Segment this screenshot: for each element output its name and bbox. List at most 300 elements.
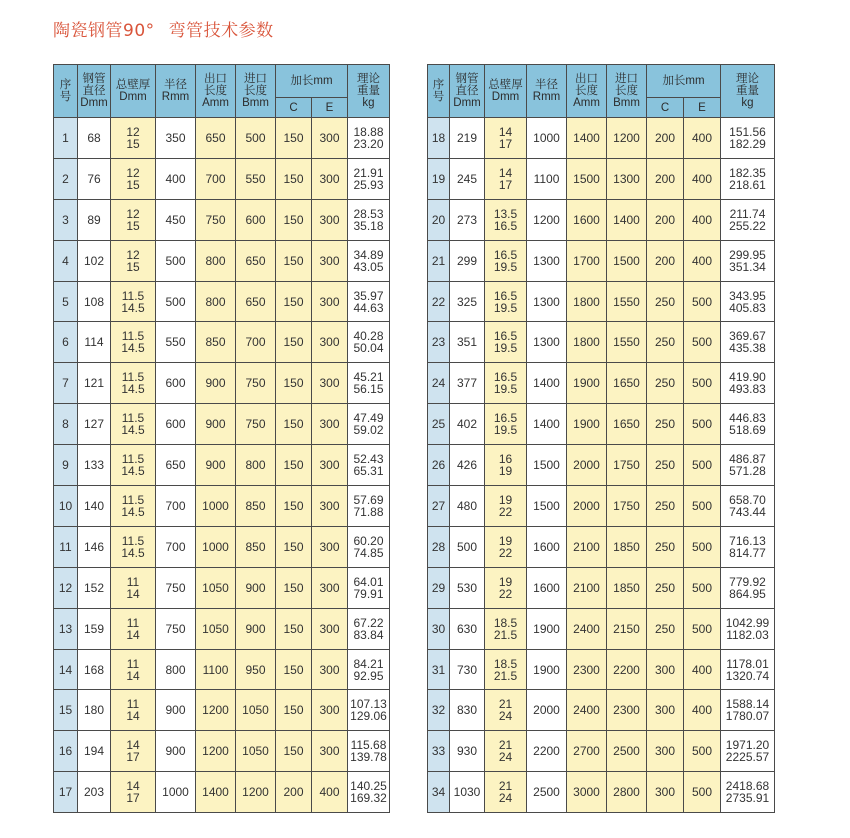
- header-wall-thickness: [485, 65, 527, 118]
- cell-diameter: 152: [78, 567, 111, 608]
- cell-weight: [721, 240, 775, 281]
- cell-outlet-length: 650: [196, 118, 236, 159]
- cell-outlet-length: 1200: [196, 731, 236, 772]
- cell-inlet-length: 1300: [607, 158, 647, 199]
- weight-value: 182.29: [729, 136, 766, 151]
- cell-radius: 2500: [527, 772, 567, 813]
- header-no-line: 号: [59, 91, 72, 103]
- header-ext-c: C: [276, 98, 312, 118]
- cell-ext-e: 400: [312, 772, 348, 813]
- cell-inlet-length: 1850: [607, 526, 647, 567]
- weight-value: 211.74: [729, 206, 766, 221]
- wall-value: 18.5: [493, 615, 518, 630]
- weight-value: 571.28: [729, 464, 766, 479]
- table-row: [54, 158, 390, 199]
- cell-ext-e: 300: [312, 731, 348, 772]
- cell-ext-e: 300: [312, 608, 348, 649]
- cell-ext-c: 150: [276, 690, 312, 731]
- cell-ext-c: 200: [276, 772, 312, 813]
- header-no: [54, 65, 78, 118]
- cell-radius: 550: [156, 322, 196, 363]
- wall-value: 16.5: [493, 247, 518, 262]
- header-ext-c: C: [647, 98, 684, 118]
- cell-weight: [348, 445, 390, 486]
- cell-weight: [348, 567, 390, 608]
- weight-value: 74.85: [353, 545, 384, 560]
- cell-no: 17: [54, 772, 78, 813]
- cell-diameter: 133: [78, 445, 111, 486]
- cell-no: 20: [428, 199, 450, 240]
- header-no: [428, 65, 450, 118]
- cell-weight: [721, 404, 775, 445]
- header-inlet-length-line: Bmm: [613, 97, 640, 109]
- header-wall-thickness-line: Dmm: [119, 91, 147, 103]
- cell-ext-c: 150: [276, 363, 312, 404]
- wall-value: 11.5: [121, 533, 145, 548]
- cell-inlet-length: 900: [236, 567, 276, 608]
- header-inlet-length-line: Bmm: [242, 97, 269, 109]
- wall-value: 17: [498, 136, 513, 151]
- cell-ext-c: 300: [647, 690, 684, 731]
- cell-radius: 1300: [527, 281, 567, 322]
- weight-value: 43.05: [353, 259, 384, 274]
- wall-value: 11.5: [121, 492, 145, 507]
- header-diameter-line: 直径: [455, 85, 479, 97]
- cell-inlet-length: 650: [236, 281, 276, 322]
- cell-wall-thickness: [485, 118, 527, 159]
- weight-value: 84.21: [353, 656, 384, 671]
- cell-ext-e: 500: [684, 567, 721, 608]
- wall-value: 21: [498, 779, 513, 794]
- cell-radius: 800: [156, 649, 196, 690]
- cell-diameter: 68: [78, 118, 111, 159]
- header-ext-e: E: [312, 98, 348, 118]
- weight-value: 52.43: [353, 452, 384, 467]
- weight-value: 716.13: [729, 533, 766, 548]
- cell-inlet-length: 500: [236, 118, 276, 159]
- cell-wall-thickness: [111, 526, 156, 567]
- weight-value: 255.22: [729, 218, 766, 233]
- cell-ext-e: 400: [684, 199, 721, 240]
- cell-inlet-length: 1650: [607, 363, 647, 404]
- cell-ext-c: 150: [276, 158, 312, 199]
- weight-value: 493.83: [729, 382, 766, 397]
- header-diameter-line: Dmm: [80, 97, 108, 109]
- weight-value: 60.20: [353, 533, 384, 548]
- cell-diameter: 180: [78, 690, 111, 731]
- cell-wall-thickness: [485, 404, 527, 445]
- wall-value: 11: [126, 697, 140, 712]
- weight-value: 65.31: [353, 464, 384, 479]
- weight-value: 814.77: [729, 545, 766, 560]
- cell-no: 31: [428, 649, 450, 690]
- page-title: [53, 16, 274, 41]
- spec-table-left: [53, 64, 390, 813]
- cell-wall-thickness: [111, 772, 156, 813]
- header-weight: [721, 65, 775, 118]
- cell-outlet-length: 1900: [567, 404, 607, 445]
- spec-table-right: [427, 64, 775, 813]
- cell-ext-e: 300: [312, 649, 348, 690]
- header-weight-line: 重量: [736, 85, 759, 97]
- cell-no: 18: [428, 118, 450, 159]
- cell-diameter: 89: [78, 199, 111, 240]
- cell-radius: 700: [156, 526, 196, 567]
- wall-value: 12: [126, 165, 140, 180]
- cell-ext-e: 300: [312, 322, 348, 363]
- cell-ext-c: 150: [276, 281, 312, 322]
- cell-no: 30: [428, 608, 450, 649]
- cell-inlet-length: 600: [236, 199, 276, 240]
- header-inlet-length-line: 进口: [244, 73, 267, 85]
- weight-value: 35.97: [353, 288, 384, 303]
- wall-value: 12: [126, 124, 140, 139]
- cell-inlet-length: 700: [236, 322, 276, 363]
- cell-ext-c: 250: [647, 526, 684, 567]
- cell-ext-e: 300: [312, 690, 348, 731]
- cell-outlet-length: 900: [196, 404, 236, 445]
- weight-value: 864.95: [729, 586, 766, 601]
- wall-value: 14.5: [121, 545, 145, 560]
- cell-no: 23: [428, 322, 450, 363]
- cell-weight: [348, 281, 390, 322]
- cell-ext-c: 250: [647, 445, 684, 486]
- cell-weight: [721, 199, 775, 240]
- cell-no: 14: [54, 649, 78, 690]
- cell-diameter: 114: [78, 322, 111, 363]
- wall-value: 15: [126, 136, 140, 151]
- cell-radius: 750: [156, 567, 196, 608]
- cell-weight: [348, 690, 390, 731]
- table-row: [54, 322, 390, 363]
- wall-value: 22: [498, 545, 513, 560]
- weight-value: 25.93: [353, 177, 384, 192]
- wall-value: 14: [498, 124, 513, 139]
- cell-radius: 1600: [527, 567, 567, 608]
- cell-wall-thickness: [111, 158, 156, 199]
- cell-weight: [721, 731, 775, 772]
- wall-value: 14: [126, 668, 140, 683]
- cell-radius: 1300: [527, 240, 567, 281]
- cell-no: 32: [428, 690, 450, 731]
- cell-weight: [348, 772, 390, 813]
- table-row: [54, 363, 390, 404]
- wall-value: 19: [498, 574, 513, 589]
- wall-value: 14.5: [121, 300, 145, 315]
- table-row: [54, 404, 390, 445]
- header-inlet-length-line: 长度: [615, 85, 638, 97]
- weight-value: 21.91: [353, 165, 384, 180]
- cell-weight: [721, 649, 775, 690]
- wall-value: 19: [498, 492, 513, 507]
- cell-no: 11: [54, 526, 78, 567]
- cell-ext-e: 500: [684, 445, 721, 486]
- cell-radius: 600: [156, 363, 196, 404]
- cell-no: 25: [428, 404, 450, 445]
- cell-weight: [348, 486, 390, 527]
- cell-diameter: 108: [78, 281, 111, 322]
- cell-outlet-length: 750: [196, 199, 236, 240]
- cell-inlet-length: 2150: [607, 608, 647, 649]
- weight-value: 40.28: [353, 329, 384, 344]
- weight-value: 79.91: [353, 586, 384, 601]
- cell-radius: 450: [156, 199, 196, 240]
- cell-diameter: 480: [450, 486, 485, 527]
- cell-ext-e: 300: [312, 199, 348, 240]
- cell-weight: [348, 118, 390, 159]
- cell-radius: 1300: [527, 322, 567, 363]
- cell-radius: 650: [156, 445, 196, 486]
- cell-ext-e: 500: [684, 404, 721, 445]
- cell-inlet-length: 950: [236, 649, 276, 690]
- weight-value: 299.95: [729, 247, 766, 262]
- weight-value: 107.13: [350, 697, 387, 712]
- weight-value: 139.78: [350, 750, 387, 765]
- cell-ext-e: 300: [312, 567, 348, 608]
- header-outlet-length-line: 出口: [575, 73, 598, 85]
- cell-radius: 700: [156, 486, 196, 527]
- cell-radius: 1500: [527, 486, 567, 527]
- cell-ext-e: 500: [684, 731, 721, 772]
- cell-weight: [721, 322, 775, 363]
- cell-ext-e: 300: [312, 158, 348, 199]
- cell-radius: 1400: [527, 363, 567, 404]
- cell-ext-e: 300: [312, 363, 348, 404]
- weight-value: 44.63: [353, 300, 384, 315]
- cell-ext-c: 150: [276, 322, 312, 363]
- cell-inlet-length: 1200: [607, 118, 647, 159]
- table-row: [54, 199, 390, 240]
- wall-value: 11: [126, 615, 140, 630]
- cell-no: 26: [428, 445, 450, 486]
- wall-value: 15: [126, 177, 140, 192]
- cell-ext-c: 150: [276, 567, 312, 608]
- cell-inlet-length: 1200: [236, 772, 276, 813]
- cell-radius: 900: [156, 731, 196, 772]
- header-no-line: 号: [432, 91, 445, 103]
- wall-value: 22: [498, 586, 513, 601]
- wall-value: 21: [498, 738, 513, 753]
- cell-wall-thickness: [485, 281, 527, 322]
- table-row: [428, 649, 775, 690]
- table-row: [54, 649, 390, 690]
- cell-wall-thickness: [485, 608, 527, 649]
- header-wall-thickness: [111, 65, 156, 118]
- cell-no: 9: [54, 445, 78, 486]
- weight-value: 115.68: [350, 738, 387, 753]
- table-row: [428, 526, 775, 567]
- table-row: [54, 731, 390, 772]
- wall-value: 19.5: [493, 259, 518, 274]
- cell-wall-thickness: [485, 526, 527, 567]
- cell-ext-e: 500: [684, 486, 721, 527]
- cell-inlet-length: 2500: [607, 731, 647, 772]
- cell-no: 19: [428, 158, 450, 199]
- wall-value: 14.5: [121, 464, 145, 479]
- cell-outlet-length: 2100: [567, 526, 607, 567]
- header-wall-thickness-line: 总壁厚: [115, 79, 151, 91]
- cell-inlet-length: 750: [236, 404, 276, 445]
- wall-value: 11: [126, 656, 140, 671]
- cell-inlet-length: 1850: [607, 567, 647, 608]
- header-weight-line: kg: [362, 97, 375, 109]
- wall-value: 14: [498, 165, 513, 180]
- header-inlet-length: [607, 65, 647, 118]
- wall-value: 19.5: [493, 382, 518, 397]
- header-inlet-length-line: 进口: [615, 73, 638, 85]
- cell-diameter: 140: [78, 486, 111, 527]
- cell-outlet-length: 2700: [567, 731, 607, 772]
- cell-radius: 1000: [156, 772, 196, 813]
- cell-weight: [348, 158, 390, 199]
- cell-ext-e: 300: [312, 445, 348, 486]
- table-row: [428, 199, 775, 240]
- cell-ext-c: 200: [647, 240, 684, 281]
- cell-inlet-length: 900: [236, 608, 276, 649]
- cell-diameter: 530: [450, 567, 485, 608]
- cell-radius: 1500: [527, 445, 567, 486]
- cell-no: 29: [428, 567, 450, 608]
- weight-value: 50.04: [353, 341, 384, 356]
- weight-value: 369.67: [729, 329, 766, 344]
- cell-outlet-length: 1900: [567, 363, 607, 404]
- cell-outlet-length: 1000: [196, 526, 236, 567]
- cell-wall-thickness: [111, 649, 156, 690]
- cell-radius: 1900: [527, 608, 567, 649]
- cell-ext-e: 500: [684, 772, 721, 813]
- table-row: [54, 118, 390, 159]
- cell-wall-thickness: [111, 363, 156, 404]
- header-extension: 加长mm: [647, 65, 721, 98]
- cell-radius: 1400: [527, 404, 567, 445]
- cell-weight: [348, 404, 390, 445]
- weight-value: 151.56: [729, 124, 766, 139]
- cell-diameter: 273: [450, 199, 485, 240]
- cell-outlet-length: 800: [196, 281, 236, 322]
- cell-weight: [721, 158, 775, 199]
- weight-value: 2225.57: [725, 750, 770, 765]
- cell-inlet-length: 2200: [607, 649, 647, 690]
- cell-radius: 1100: [527, 158, 567, 199]
- weight-value: 67.22: [353, 615, 384, 630]
- header-radius-line: Rmm: [532, 91, 561, 103]
- table-row: [54, 567, 390, 608]
- cell-weight: [721, 526, 775, 567]
- weight-value: 71.88: [353, 504, 384, 519]
- wall-value: 21.5: [493, 668, 518, 683]
- wall-value: 14: [126, 779, 140, 794]
- cell-radius: 500: [156, 281, 196, 322]
- header-no-line: 序: [432, 79, 445, 91]
- table-row: [428, 240, 775, 281]
- cell-diameter: 121: [78, 363, 111, 404]
- cell-ext-e: 400: [684, 690, 721, 731]
- cell-no: 24: [428, 363, 450, 404]
- cell-no: 7: [54, 363, 78, 404]
- cell-diameter: 194: [78, 731, 111, 772]
- weight-value: 64.01: [353, 574, 384, 589]
- cell-diameter: 730: [450, 649, 485, 690]
- header-outlet-length: [196, 65, 236, 118]
- cell-ext-c: 150: [276, 649, 312, 690]
- table-row: [428, 772, 775, 813]
- weight-value: 1780.07: [725, 709, 770, 724]
- cell-diameter: 426: [450, 445, 485, 486]
- cell-ext-e: 300: [312, 486, 348, 527]
- cell-wall-thickness: [485, 445, 527, 486]
- wall-value: 21.5: [493, 627, 518, 642]
- cell-inlet-length: 1750: [607, 486, 647, 527]
- wall-value: 14.5: [121, 504, 145, 519]
- cell-wall-thickness: [485, 772, 527, 813]
- cell-diameter: 500: [450, 526, 485, 567]
- cell-ext-e: 500: [684, 526, 721, 567]
- header-ext-e: E: [684, 98, 721, 118]
- cell-inlet-length: 1050: [236, 731, 276, 772]
- cell-no: 8: [54, 404, 78, 445]
- cell-radius: 400: [156, 158, 196, 199]
- cell-diameter: 402: [450, 404, 485, 445]
- cell-ext-e: 300: [312, 526, 348, 567]
- header-radius: [156, 65, 196, 118]
- weight-value: 47.49: [353, 411, 384, 426]
- table-row: [54, 445, 390, 486]
- cell-ext-c: 150: [276, 486, 312, 527]
- weight-value: 59.02: [353, 423, 384, 438]
- table-row: [54, 772, 390, 813]
- table-row: [54, 281, 390, 322]
- cell-radius: 1600: [527, 526, 567, 567]
- header-wall-thickness-line: Dmm: [491, 91, 520, 103]
- cell-wall-thickness: [485, 363, 527, 404]
- cell-no: 3: [54, 199, 78, 240]
- weight-value: 419.90: [729, 370, 766, 385]
- cell-ext-c: 250: [647, 363, 684, 404]
- cell-radius: 1900: [527, 649, 567, 690]
- cell-diameter: 1030: [450, 772, 485, 813]
- cell-inlet-length: 750: [236, 363, 276, 404]
- weight-value: 343.95: [729, 288, 766, 303]
- header-wall-thickness-line: 总壁厚: [488, 79, 523, 91]
- header-diameter-line: 钢管: [82, 73, 106, 85]
- wall-value: 16.5: [493, 370, 518, 385]
- wall-value: 17: [498, 177, 513, 192]
- wall-value: 16.5: [493, 329, 518, 344]
- cell-wall-thickness: [485, 567, 527, 608]
- cell-wall-thickness: [111, 567, 156, 608]
- cell-diameter: 102: [78, 240, 111, 281]
- wall-value: 14: [126, 586, 140, 601]
- cell-ext-c: 200: [647, 118, 684, 159]
- wall-value: 19.5: [493, 300, 518, 315]
- cell-weight: [348, 322, 390, 363]
- header-outlet-length-line: 长度: [575, 85, 598, 97]
- cell-radius: 600: [156, 404, 196, 445]
- cell-wall-thickness: [485, 158, 527, 199]
- cell-inlet-length: 1500: [607, 240, 647, 281]
- cell-outlet-length: 1400: [567, 118, 607, 159]
- cell-weight: [721, 486, 775, 527]
- header-inlet-length: [236, 65, 276, 118]
- cell-inlet-length: 1750: [607, 445, 647, 486]
- cell-ext-c: 200: [647, 158, 684, 199]
- cell-outlet-length: 1400: [196, 772, 236, 813]
- cell-radius: 750: [156, 608, 196, 649]
- cell-wall-thickness: [485, 486, 527, 527]
- weight-value: 35.18: [353, 218, 384, 233]
- table-row: [428, 281, 775, 322]
- cell-ext-c: 150: [276, 199, 312, 240]
